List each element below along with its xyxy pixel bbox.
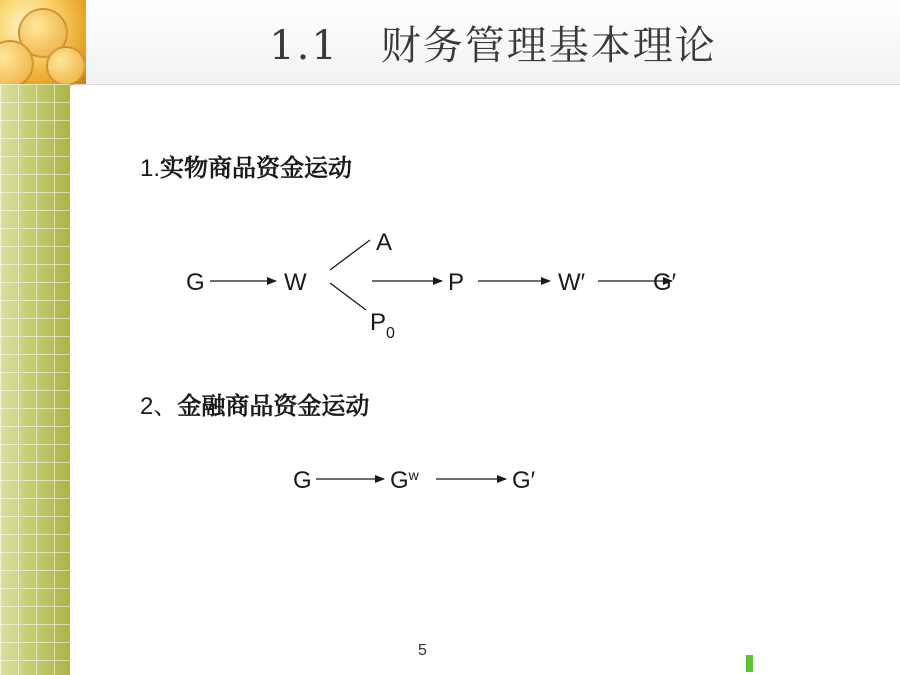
- node-g2: G: [293, 467, 312, 494]
- branch-line-lower: [330, 283, 366, 310]
- page-number: 5: [418, 642, 427, 659]
- node-p0: $P_0$: [370, 309, 395, 342]
- section1-number: 1.: [140, 155, 161, 182]
- node-g2-prime: G′: [512, 467, 536, 494]
- node-w-prime: W′: [558, 269, 586, 296]
- section1-label: 实物商品资金运动: [160, 154, 353, 182]
- section2-number: 2、: [140, 393, 178, 420]
- section2-label: 金融商品资金运动: [177, 392, 370, 420]
- node-gw: $G^w$: [390, 467, 419, 494]
- node-p: P: [448, 269, 465, 296]
- node-g: G: [186, 269, 205, 296]
- node-w: W: [284, 269, 307, 296]
- node-g-prime: G′: [653, 269, 677, 296]
- node-a: A: [376, 229, 393, 256]
- green-marker: [746, 655, 753, 672]
- branch-line-upper: [330, 240, 370, 270]
- slide-title: 1.1 财务管理基本理论: [269, 23, 717, 69]
